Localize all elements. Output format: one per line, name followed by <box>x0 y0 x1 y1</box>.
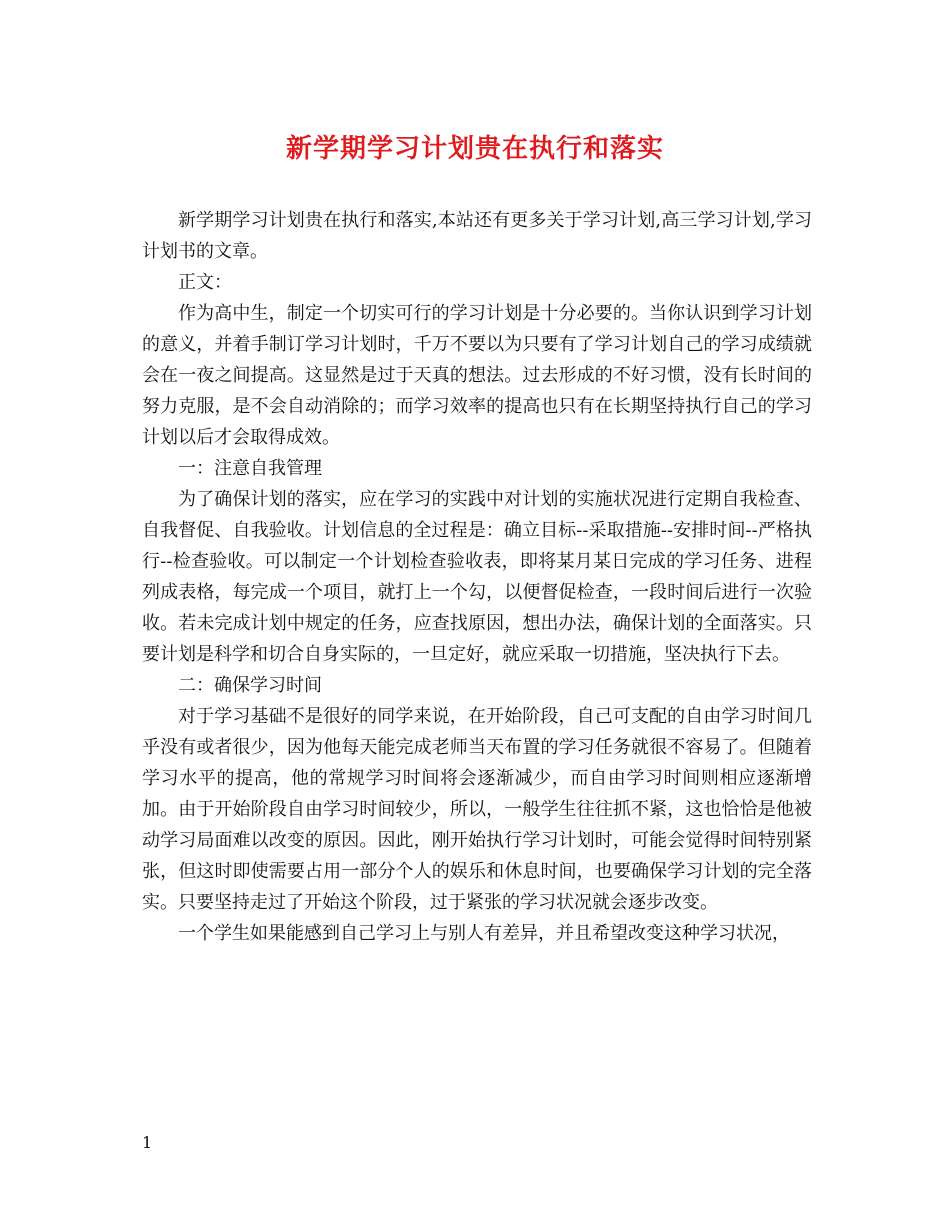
document-title: 新学期学习计划贵在执行和落实 <box>285 134 664 164</box>
intro-paragraph: 新学期学习计划贵在执行和落实,本站还有更多关于学习计划,高三学习计划,学习计划书的文章。 <box>142 210 812 262</box>
body-paragraph: 作为高中生，制定一个切实可行的学习计划是十分必要的。当你认识到学习计划的意义，并着手制订学习计划时，千万不要以为只要有了学习计划自己的学习成绩就会在一夜之间提高。这显然是过于天真的想法。过去形成的不好习惯，没有长时间的努力克服，是不会自动消除的；而学习效率的提高也只有在长期坚持执行自己的学习计划以后才会取得成效。 <box>142 303 812 448</box>
page-number: 1 <box>142 1133 153 1152</box>
document-body <box>142 205 812 949</box>
section-heading-self-management: 一：注意自我管理 <box>178 458 322 479</box>
body-paragraph: 对于学习基础不是很好的同学来说，在开始阶段，自己可支配的自由学习时间几乎没有或者很少，因为他每天能完成老师当天布置的学习任务就很不容易了。但随着学习水平的提高，他的常规学习时间将会逐渐减少，而自由学习时间则相应逐渐增加。由于开始阶段自由学习时间较少，所以，一般学生往往抓不紧，这也恰恰是他被动学习局面难以改变的原因。因此，刚开始执行学习计划时，可能会觉得时间特别紧张，但这时即使需要占用一部分个人的娱乐和休息时间，也要确保学习计划的完全落实。只要坚持走过了开始这个阶段，过于紧张的学习状况就会逐步改变。 <box>142 706 812 913</box>
section-heading-study-time: 二：确保学习时间 <box>178 675 322 696</box>
body-paragraph: 一个学生如果能感到自己学习上与别人有差异，并且希望改变这种学习状况， <box>178 923 790 944</box>
body-label: 正文： <box>178 272 232 293</box>
body-paragraph: 为了确保计划的落实，应在学习的实践中对计划的实施状况进行定期自我检查、自我督促、自我验收。计划信息的全过程是：确立目标--采取措施--安排时间--严格执行--检查验收。可以制定一个计划检查验收表，即将某月某日完成的学习任务、进程列成表格，每完成一个项目，就打上一个勾，以便督促检查，一段时间后进行一次验收。若未完成计划中规定的任务，应查找原因，想出办法，确保计划的全面落实。只要计划是科学和切合自身实际的，一旦定好，就应采取一切措施，坚决执行下去。 <box>142 489 812 665</box>
